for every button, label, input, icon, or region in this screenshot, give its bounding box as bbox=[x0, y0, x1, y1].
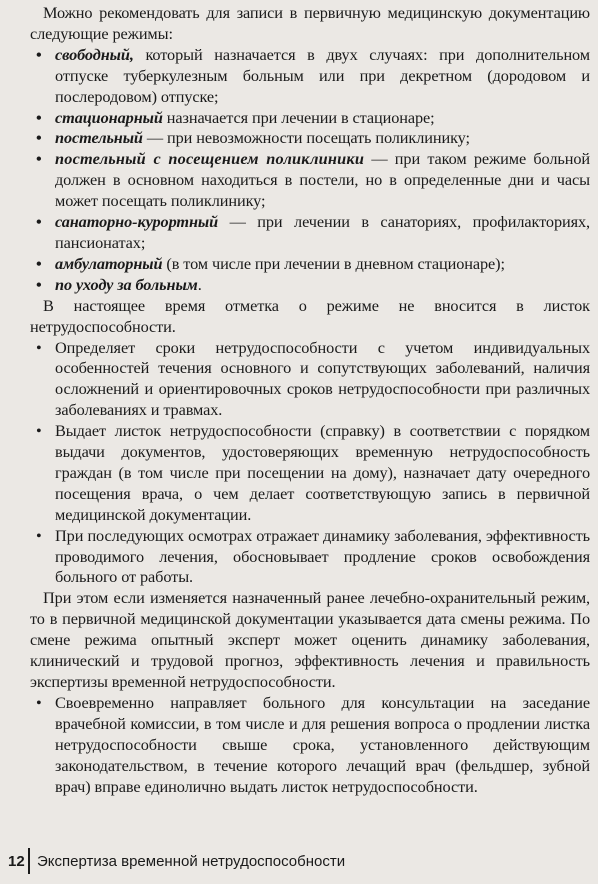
duty-text: Выдает листок нетрудоспособности (справку) в соответствии с порядком выдачи документов, удостоверяющих временную нетрудоспособность граждан (в том числе при посещении на дому), назначает дату очередного посещения врача, о чем делает соответствующую запись в первичной медицинской документации. bbox=[55, 421, 590, 524]
intro-paragraph: Можно рекомендовать для записи в первичную медицинскую документацию следующие режимы: bbox=[30, 3, 590, 43]
mode-description: (в том числе при лечении в дневном стационаре); bbox=[162, 253, 505, 273]
duties-list-1 bbox=[30, 338, 590, 589]
regime-change-paragraph: При этом если изменяется назначенный ранее лечебно-охранительный режим, то в первичной медицинской документации указывается дата смены режима. По смене режима опытный эксперт может оценить динамику заболевания, клинический и трудовой прогноз, эффективность лечения и правильность экспертизы временной нетрудоспособности. bbox=[30, 588, 590, 691]
bullet-icon: • bbox=[36, 253, 42, 273]
duty-text: При последующих осмотрах отражает динамику заболевания, эффективность проводимого лечения, обосновывает продление сроков освобождения больного от работы. bbox=[55, 525, 590, 587]
bullet-icon: • bbox=[36, 149, 42, 169]
mode-item bbox=[30, 275, 590, 296]
mode-description: — при невозможности посещать поликлинику; bbox=[142, 128, 470, 148]
bullet-icon: • bbox=[36, 525, 42, 545]
running-title: Экспертиза временной нетрудоспособности bbox=[37, 852, 346, 870]
mode-description: который назначается в двух случаях: при дополнительном отпуске туберкулезным больным или при декретном (дородовом и послеродовом) отпуске; bbox=[55, 44, 590, 106]
mode-term: амбулаторный bbox=[55, 253, 163, 273]
footer-divider bbox=[28, 848, 30, 874]
duty-item bbox=[30, 526, 590, 589]
page-body bbox=[30, 3, 590, 797]
mode-term: постельный с посещением поликлиники bbox=[55, 149, 365, 169]
modes-list bbox=[30, 45, 590, 296]
mode-term: по уходу за больным bbox=[55, 274, 198, 294]
mode-item bbox=[30, 254, 590, 275]
mode-term: санаторно-курортный bbox=[55, 212, 219, 232]
mode-item bbox=[30, 45, 590, 108]
mode-description: назначается при лечении в стационаре; bbox=[162, 107, 435, 127]
bullet-icon: • bbox=[36, 44, 42, 64]
mode-term: постельный bbox=[55, 128, 143, 148]
duty-item bbox=[30, 338, 590, 422]
duty-item bbox=[30, 421, 590, 526]
mode-description: . bbox=[197, 274, 202, 294]
bullet-icon: • bbox=[36, 274, 42, 294]
bullet-icon: • bbox=[36, 107, 42, 127]
mode-item bbox=[30, 149, 590, 212]
mode-item bbox=[30, 212, 590, 254]
bullet-icon: • bbox=[36, 692, 42, 712]
bullet-icon: • bbox=[36, 128, 42, 148]
duties-list-2 bbox=[30, 693, 590, 798]
mode-description: — при лечении в санаториях, профилакториях, пансионатах; bbox=[55, 212, 590, 252]
mode-description: — при таком режиме больной должен в основном находиться в постели, но в определенные дни и часы может посещать поликлинику; bbox=[55, 149, 590, 211]
duty-text: Своевременно направляет больного для консультации на заседание врачебной комиссии, в том числе и для решения вопроса о продлении листка нетрудоспособности свыше срока, установленного действующим законодательством, в течение которого лечащий врач (фельдшер, зубной врач) вправе единолично выдать листок нетрудоспособности. bbox=[55, 692, 590, 796]
bullet-icon: • bbox=[36, 337, 42, 357]
duty-item bbox=[30, 693, 590, 798]
mode-item bbox=[30, 128, 590, 149]
bullet-icon: • bbox=[36, 212, 42, 232]
note-paragraph: В настоящее время отметка о режиме не вносится в листок нетрудоспособности. bbox=[30, 295, 590, 336]
page-number: 12 bbox=[8, 852, 25, 870]
mode-term: стационарный bbox=[55, 107, 163, 127]
mode-item bbox=[30, 108, 590, 129]
bullet-icon: • bbox=[36, 421, 42, 441]
duty-text: Определяет сроки нетрудоспособности с учетом индивидуальных особенностей течения основного и сопутствующих заболеваний, наличия осложнений и ориентировочных сроков нетрудоспособности при различных заболеваниях и травмах. bbox=[55, 337, 590, 420]
page-footer bbox=[8, 848, 345, 874]
mode-term: свободный, bbox=[55, 44, 134, 64]
